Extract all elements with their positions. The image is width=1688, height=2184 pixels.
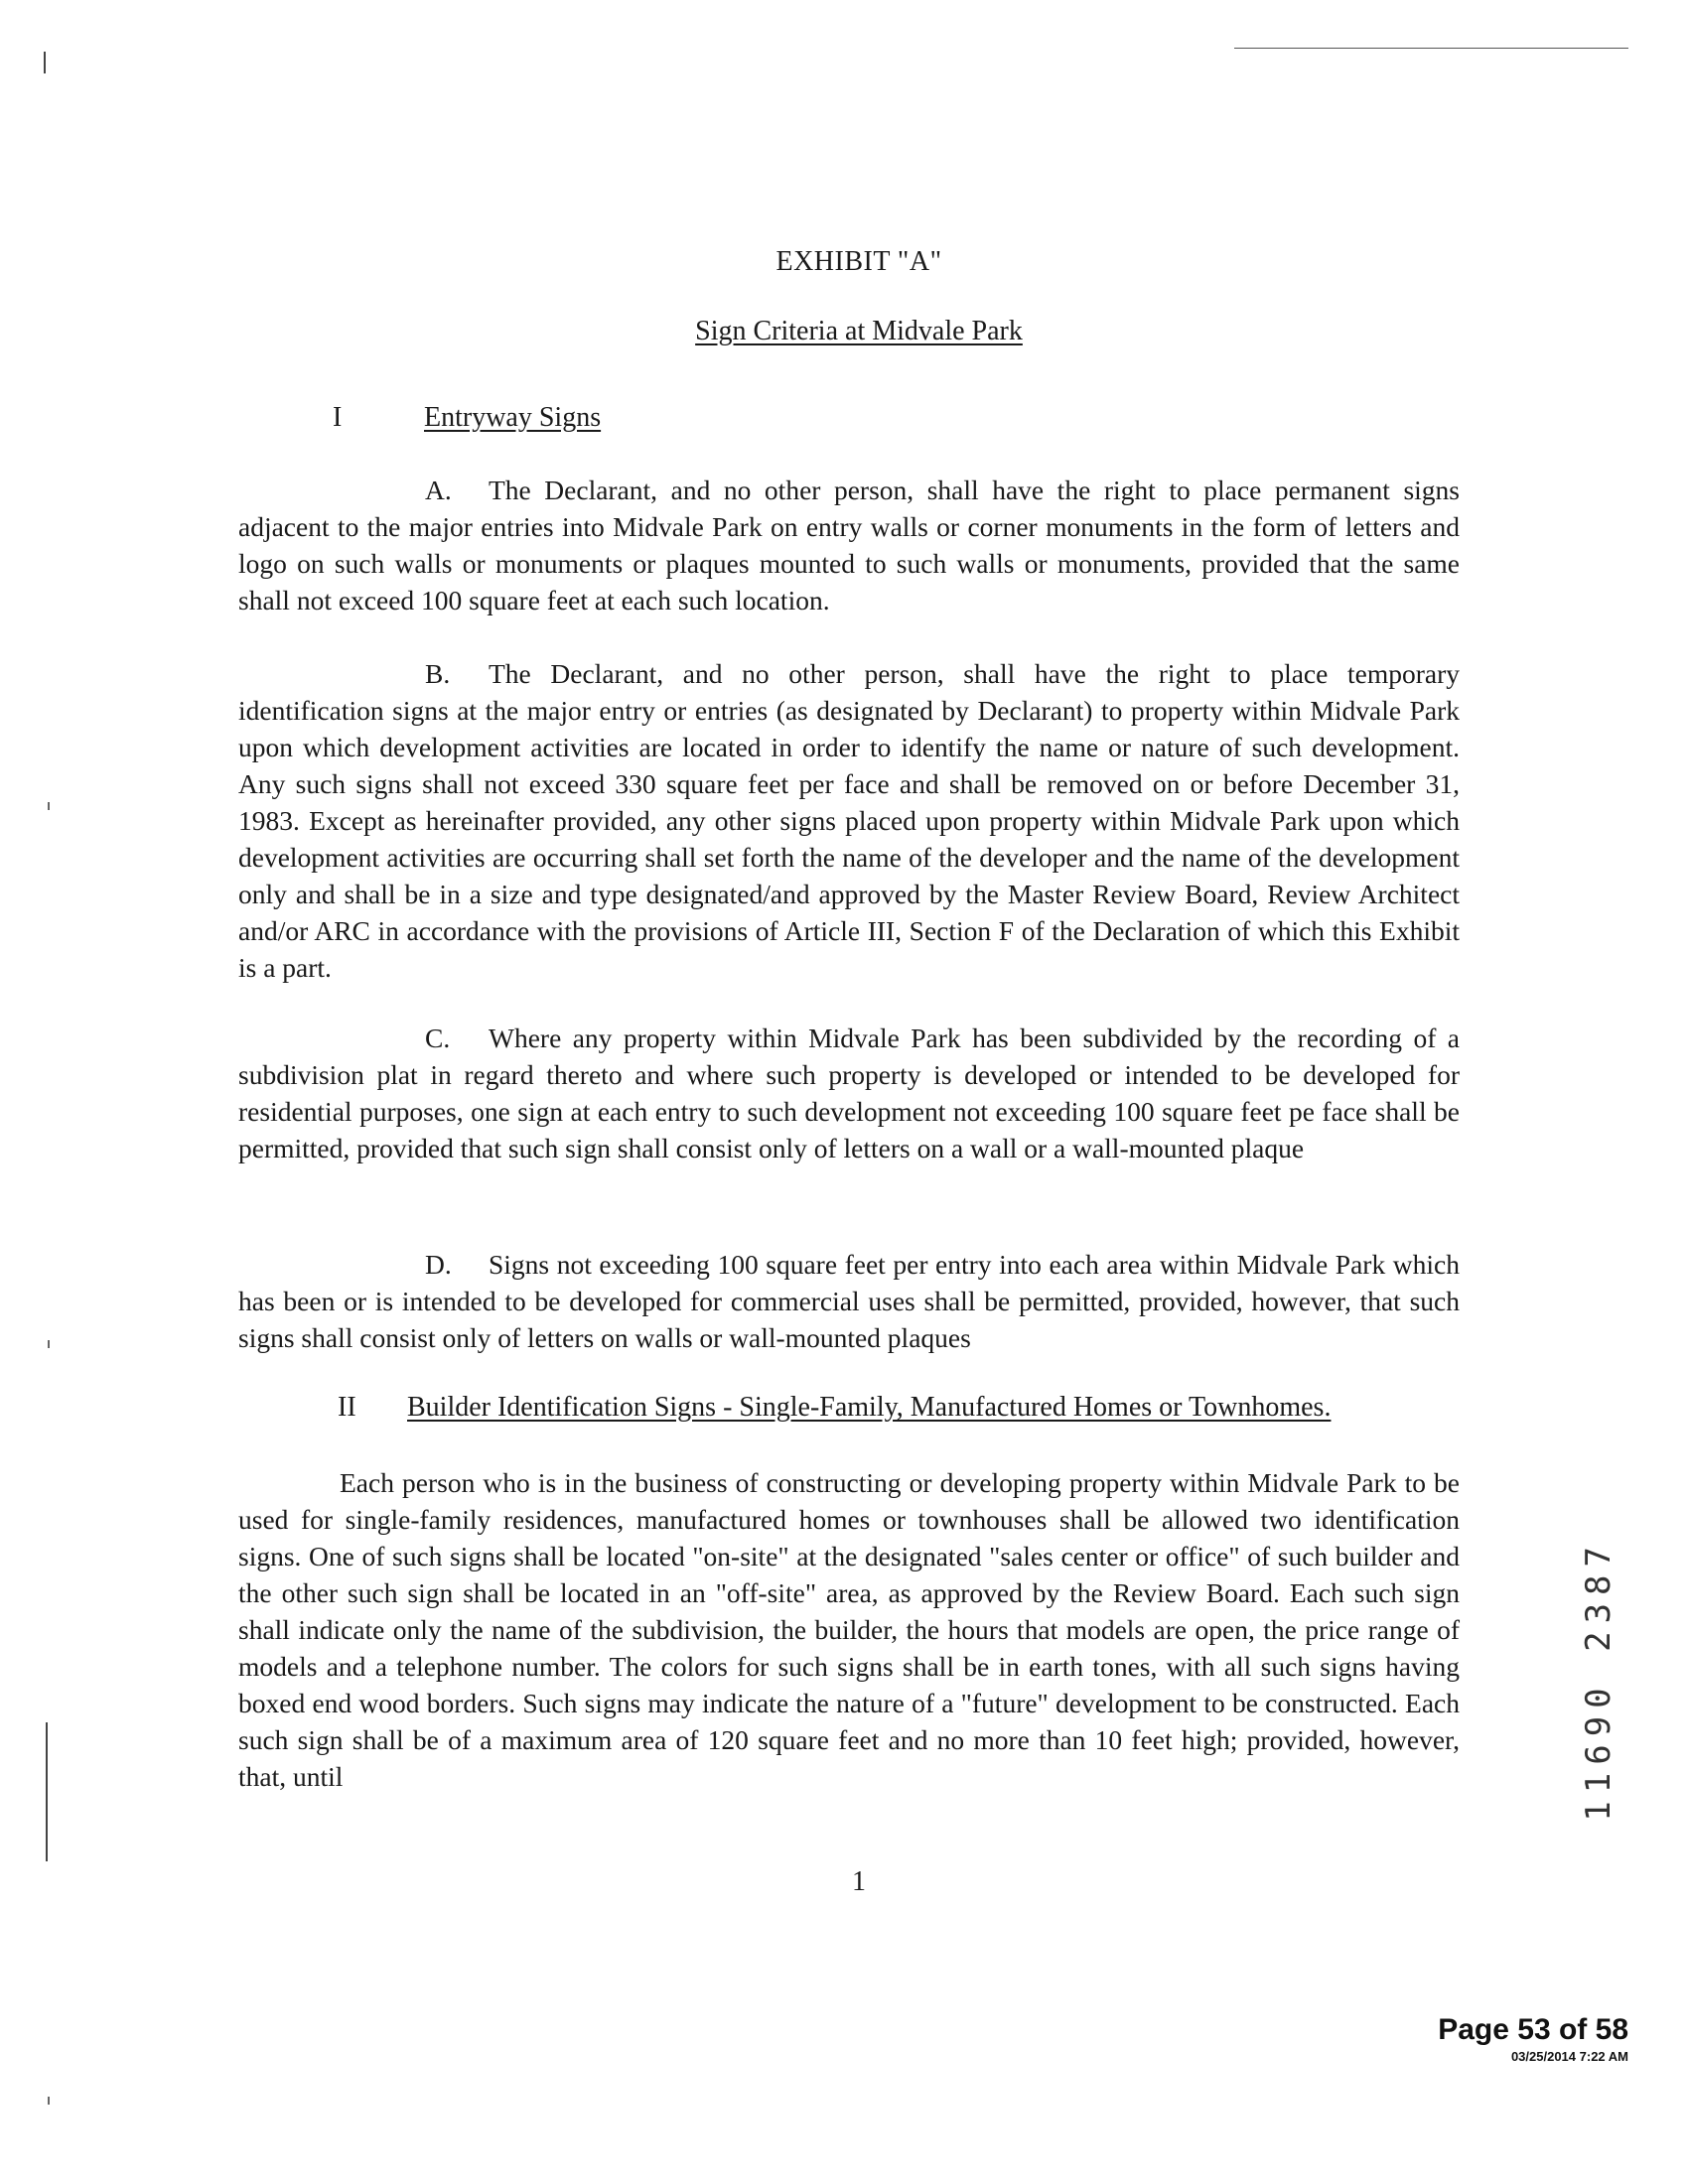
exhibit-title: EXHIBIT "A" (775, 246, 942, 277)
paragraph-text: Each person who is in the business of constructing or developing property within Midvale Park to be used for single-family residences, manufactured homes or townhouses shall be allowed two identification signs. One of such signs shall be located "on-site" at the designated "sales center or office" of such builder and the other such sign shall be located in an "off-site" area, as approved by the Review Board. Each such sign shall indicate only the name of the subdivision, the builder, the hours that models are open, the price range of models and a telephone number. The colors for such signs shall be in earth tones, with all such signs having boxed end wood borders. Such signs may indicate the nature of a "future" development to be constructed. Each such sign shall be of a maximum area of 120 square feet and no more than 10 feet high; provided, however, that, until (238, 1467, 1460, 1792)
paragraph-text: Signs not exceeding 100 square feet per entry into each area within Midvale Park which has been or is intended to be developed for commercial uses shall be permitted, provided, however, that such signs shall consist only of letters on walls or wall-mounted plaques (238, 1249, 1460, 1353)
paragraph-text: The Declarant, and no other person, shall have the right to place temporary identification signs at the major entry or entries (as designated by Declarant) to property within Midvale Park upon which development activities are located in order to identify the name or nature of such development. Any such signs shall not exceed 330 square feet per face and shall be removed on or before December 31, 1983. Except as hereinafter provided, any other signs placed upon property within Midvale Park upon which development activities are occurring shall set forth the name of the developer and the name of the development only and shall be in a size and type designated/and approved by the Master Review Board, Review Architect and/or ARC in accordance with the provisions of Article III, Section F of the Declaration of which this Exhibit is a part. (238, 658, 1460, 983)
paragraph-builder (238, 1464, 1460, 1795)
section-title: Entryway Signs (424, 402, 602, 433)
paragraph-label: B. (425, 658, 451, 689)
page-stamp (1438, 2013, 1628, 2064)
recording-number: 11690 2387 (1579, 1539, 1618, 1822)
section-title: Builder Identification Signs - Single-Family, Manufactured Homes or Townhomes. (407, 1392, 1332, 1423)
sign-criteria-title: Sign Criteria at Midvale Park (695, 316, 1023, 346)
left-edge-mark (48, 1340, 50, 1348)
left-edge-mark (48, 2097, 50, 2105)
paragraph-b (238, 655, 1460, 986)
stamp-timestamp: 03/25/2014 7:22 AM (1510, 2049, 1628, 2064)
page-of-count: Page 53 of 58 (1438, 2013, 1628, 2046)
paragraph-label: C. (425, 1023, 451, 1053)
paragraph-text: Where any property within Midvale Park has been subdivided by the recording of a subdivision plat in regard thereto and where such property is developed or intended to be developed for residential purposes, one sign at each entry to such development not exceeding 100 square feet pe face shall be permitted, provided that such sign shall consist only of letters on a wall or a wall-mounted plaque (238, 1023, 1460, 1163)
left-edge-mark (46, 1722, 48, 1861)
paragraph-a (238, 472, 1460, 618)
paragraph-d (238, 1246, 1460, 1356)
left-edge-mark (48, 802, 50, 810)
page-number: 1 (852, 1866, 866, 1897)
section-numeral: I (333, 402, 343, 433)
top-right-rule (1234, 48, 1628, 49)
left-edge-mark (44, 52, 46, 73)
paragraph-c (238, 1020, 1460, 1166)
paragraph-text: The Declarant, and no other person, shall have the right to place permanent signs adjacent to the major entries into Midvale Park on entry walls or corner monuments in the form of letters and logo on such walls or monuments or plaques mounted to such walls or monuments, provided that the same shall not exceed 100 square feet at each such location. (238, 475, 1460, 615)
paragraph-label: A. (425, 475, 452, 505)
section-numeral: II (338, 1392, 356, 1423)
paragraph-label: D. (425, 1249, 452, 1280)
